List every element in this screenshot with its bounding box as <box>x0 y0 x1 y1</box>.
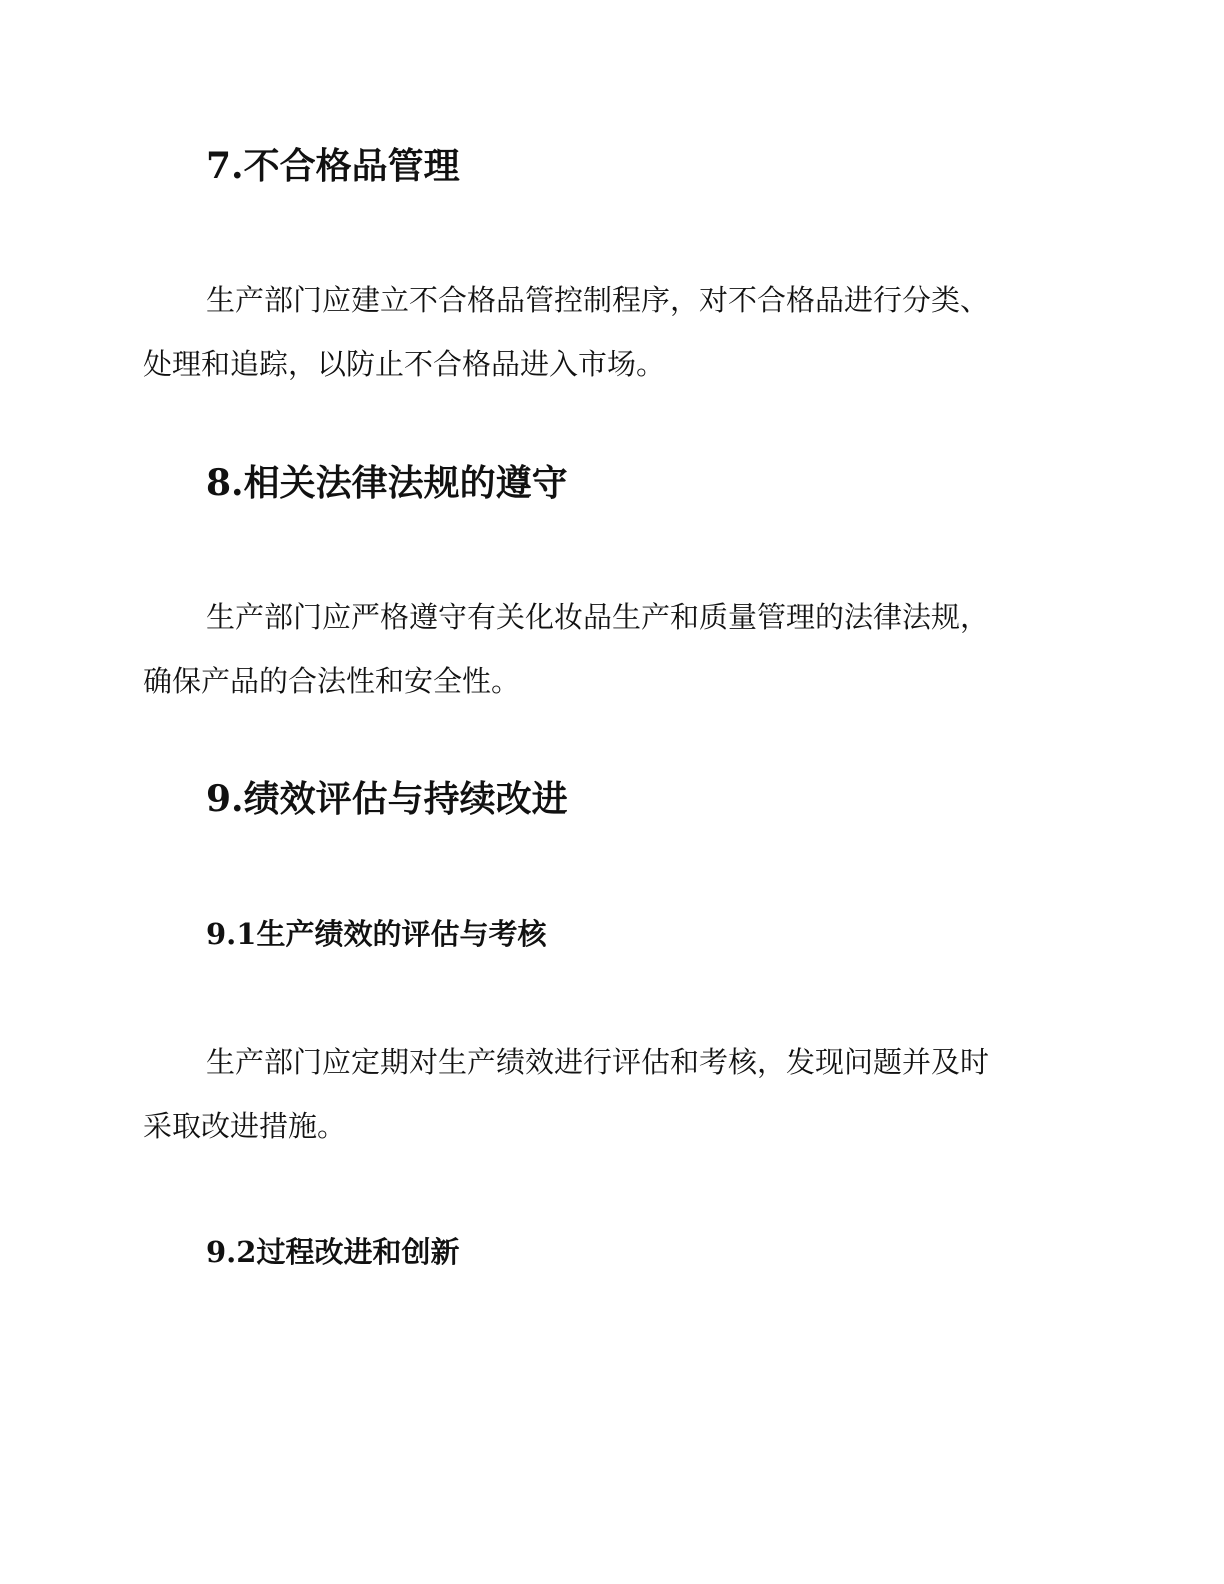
section-8-paragraph <box>143 585 1073 713</box>
section-7-paragraph <box>143 268 1073 396</box>
paragraph-line: 生产部门应定期对生产绩效进行评估和考核，发现问题并及时 <box>206 1045 990 1079</box>
section-8-heading: 8.相关法律法规的遵守 <box>206 462 568 504</box>
paragraph-line: 生产部门应建立不合格品管控制程序，对不合格品进行分类、 <box>206 283 990 317</box>
section-7-heading: 7.不合格品管理 <box>206 145 460 187</box>
paragraph-line: 生产部门应严格遵守有关化妆品生产和质量管理的法律法规， <box>206 600 990 634</box>
paragraph-line: 处理和追踪，以防止不合格品进入市场。 <box>143 347 666 381</box>
paragraph-line: 确保产品的合法性和安全性。 <box>143 664 521 698</box>
section-9-1-heading: 9.1生产绩效的评估与考核 <box>206 917 547 951</box>
section-9-heading: 9.绩效评估与持续改进 <box>206 778 568 820</box>
section-9-2-heading: 9.2过程改进和创新 <box>206 1235 460 1269</box>
section-9-1-paragraph <box>143 1030 1073 1158</box>
paragraph-line: 采取改进措施。 <box>143 1109 347 1143</box>
